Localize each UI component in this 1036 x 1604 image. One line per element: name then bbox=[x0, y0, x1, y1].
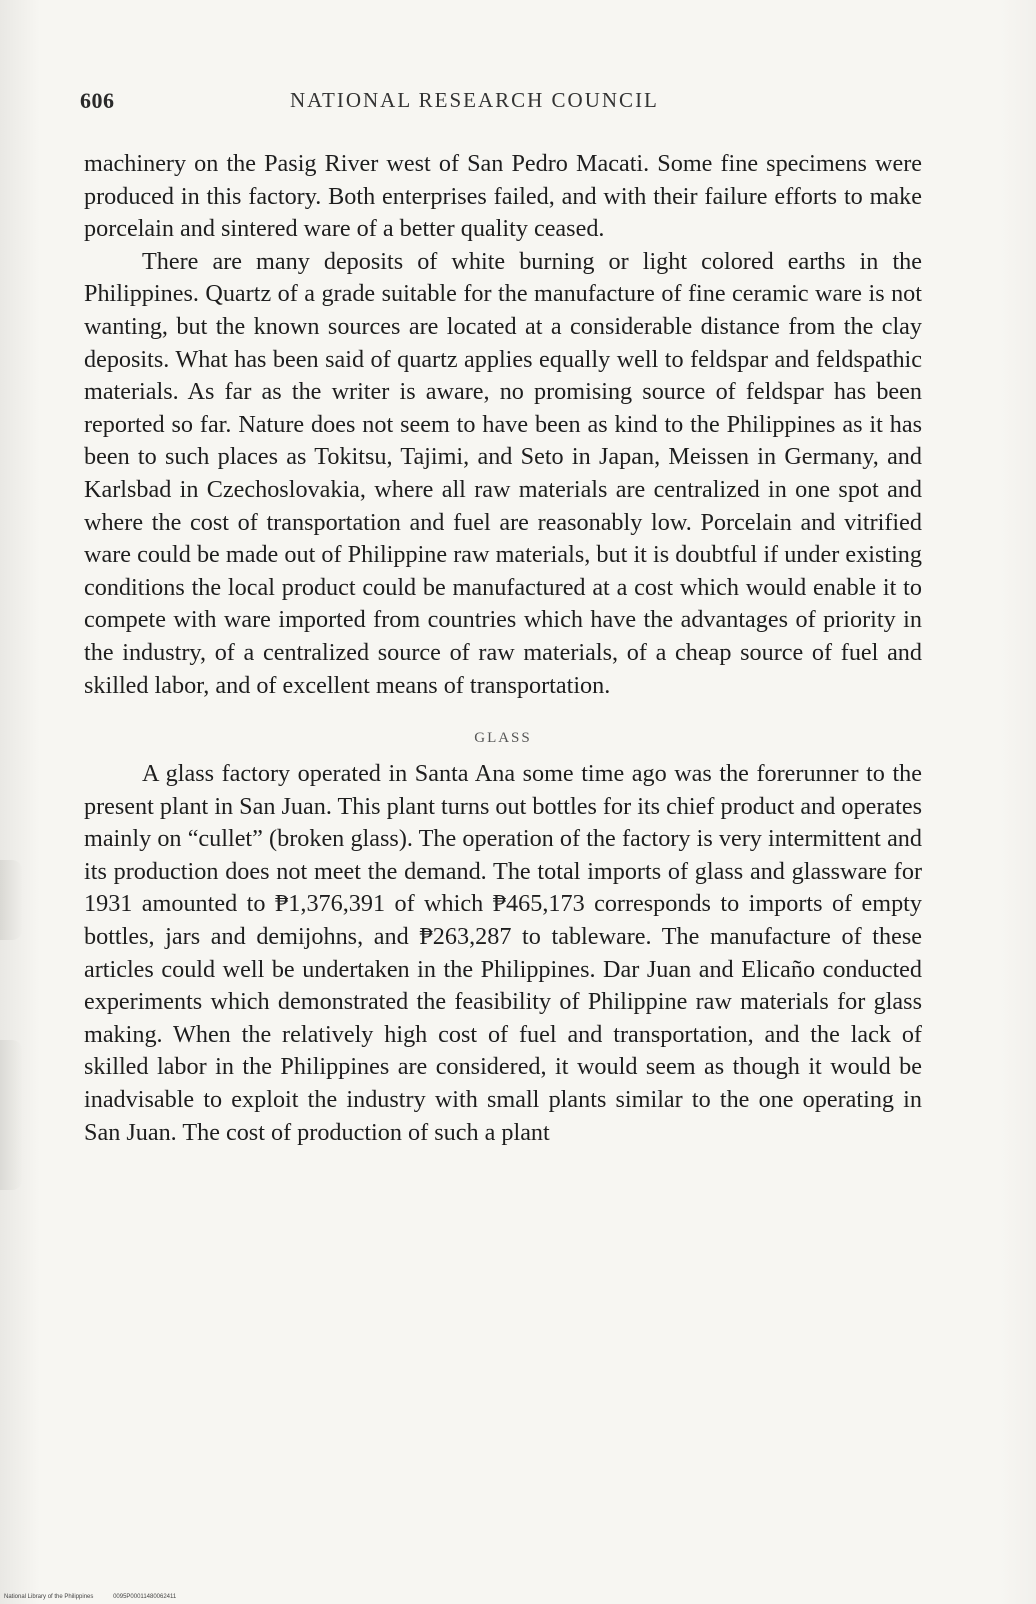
page-header bbox=[80, 88, 940, 118]
page-number: 606 bbox=[80, 88, 115, 113]
footer bbox=[4, 1594, 194, 1600]
paragraph-deposits: There are many deposits of white burning or light colored earths in the Philippines. Quartz of a grade suitable for the manufacture of fine ceramic ware is not wanting, but the known sources are located at a considerable distance from the clay deposits. What has been said of quartz applies equally well to feldspar and feldspathic materials. As far as the writer is aware, no promising source of feldspar has been reported so far. Nature does not seem to have been as kind to the Philippines as it has been to such places as Tokitsu, Tajimi, and Seto in Japan, Meissen in Germany, and Karlsbad in Czechoslovakia, where all raw materials are centralized in one spot and where the cost of transportation and fuel are reasonably low. Porcelain and vitrified ware could be made out of Philippine raw materials, but it is doubtful if under existing conditions the local product could be manufactured at a cost which would enable it to compete with ware imported from countries which have the advantages of priority in the industry, of a centralized source of raw materials, of a cheap source of fuel and skilled labor, and of excellent means of transportation. bbox=[84, 247, 922, 699]
body-text bbox=[84, 148, 922, 1149]
footer-reference: 0095P00011480062411 bbox=[113, 1594, 177, 1600]
margin-smudge bbox=[0, 860, 22, 940]
paragraph-glass: A glass factory operated in Santa Ana some time ago was the forerunner to the present plant in San Juan. This plant turns out bottles for its chief product and operates mainly on “cullet” (broken glass). The operation of the factory is very intermittent and its production does not meet the demand. The total imports of glass and glassware for 1931 amounted to ₱1,376,391 of which ₱465,173 corresponds to imports of empty bottles, jars and demijohns, and ₱263,287 to tableware. The manufacture of these articles could well be undertaken in the Philippines. Dar Juan and Elicaño conducted experiments which demonstrated the feasibility of Philippine raw materials for glass making. When the relatively high cost of fuel and transportation, and the lack of skilled labor in the Philippines are considered, it would seem as though it would be inadvisable to exploit the industry with small plants similar to the one operating in San Juan. The cost of production of such a plant bbox=[84, 760, 922, 1146]
margin-smudge bbox=[0, 1040, 22, 1190]
paragraph-continuation: machinery on the Pasig River west of San Pedro Macati. Some fine specimens were produced in this factory. Both enterprises failed, and with their failure efforts to make porcelain and sintered ware of a better quality ceased. bbox=[84, 150, 922, 243]
section-heading-glass: GLASS bbox=[474, 730, 532, 747]
running-head: NATIONAL RESEARCH COUNCIL bbox=[290, 88, 659, 112]
footer-source: National Library of the Philippines bbox=[4, 1594, 94, 1600]
